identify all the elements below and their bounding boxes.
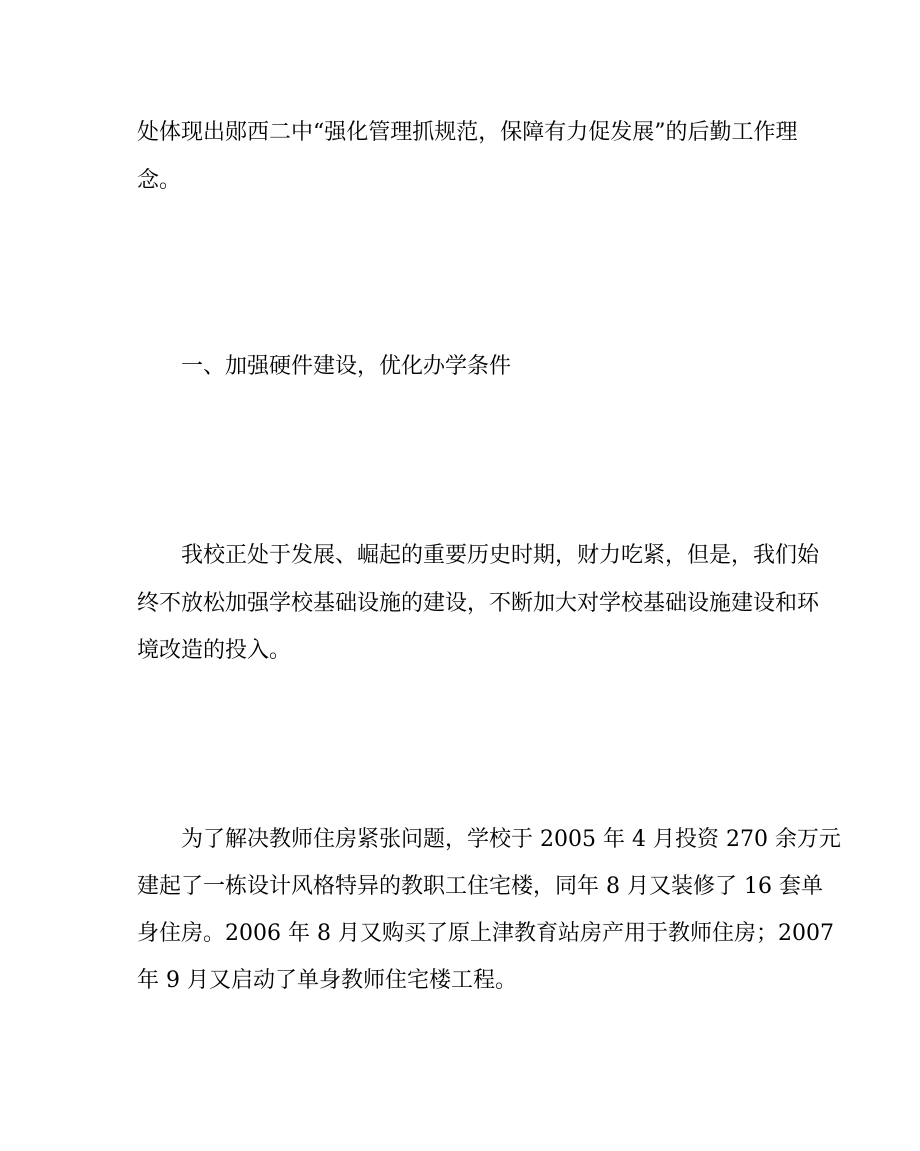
paragraph-3-line-2: 建起了一栋设计风格特异的教职工住宅楼，同年 8 月又装修了 16 套单 — [137, 874, 823, 899]
paragraph-3-line-3: 身住房。2006 年 8 月又购买了原上津教育站房产用于教师住房；2007 — [137, 921, 834, 946]
paragraph-2-line-2: 终不放松加强学校基础设施的建设，不断加大对学校基础设施建设和环 — [137, 591, 820, 616]
paragraph-1-line-2: 念。 — [137, 168, 182, 193]
section-heading: 一、加强硬件建设，优化办学条件 — [181, 354, 512, 379]
paragraph-3-line-1: 为了解决教师住房紧张问题，学校于 2005 年 4 月投资 270 余万元 — [181, 827, 841, 852]
paragraph-2-line-3: 境改造的投入。 — [137, 638, 292, 663]
paragraph-3-line-4: 年 9 月又启动了单身教师住宅楼工程。 — [137, 968, 517, 993]
paragraph-2-line-1: 我校正处于发展、崛起的重要历史时期，财力吃紧，但是，我们始 — [181, 543, 820, 568]
paragraph-1-line-1: 处体现出郧西二中“强化管理抓规范，保障有力促发展”的后勤工作理 — [137, 120, 798, 145]
